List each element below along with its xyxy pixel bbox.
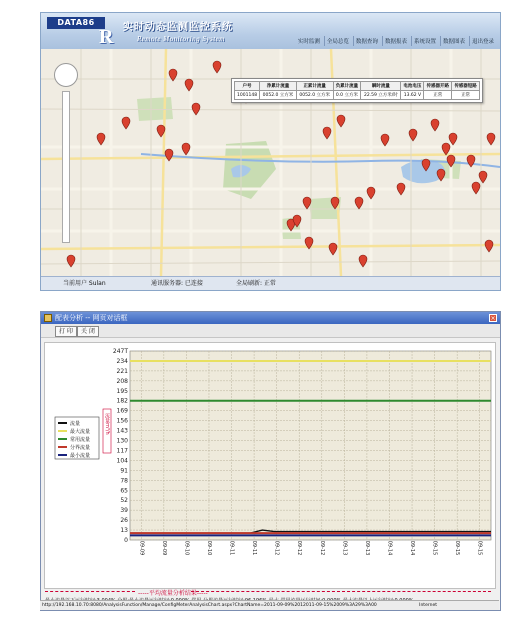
cell-battery-voltage: 13.62 V: [401, 91, 424, 100]
y-tick-label: 221: [116, 367, 128, 375]
cell-instant-flow: 22.59 立方米/时: [361, 91, 401, 100]
col-sensor-open: 传感器开路: [424, 82, 452, 91]
flow-chart: [45, 343, 495, 588]
y-tick-label: 182: [116, 397, 128, 405]
x-tick-label: 09-12: [318, 540, 325, 556]
x-tick-label: 09-10: [205, 540, 212, 556]
nav-system-settings[interactable]: 系统设置: [411, 36, 438, 46]
app-title: 实时动态监测监控系统: [123, 22, 233, 33]
browser-status-bar: [40, 600, 499, 610]
x-tick-label: 09-14: [409, 540, 416, 556]
y-tick-label: 208: [116, 377, 128, 385]
legend-label: 流量: [70, 421, 81, 427]
y-tick-label: 104: [116, 457, 128, 465]
analysis-dialog-window: [40, 311, 501, 611]
col-instant-flow: 瞬时流量: [361, 82, 401, 91]
x-tick-label: 09-13: [363, 540, 370, 556]
y-tick-label: 247T: [112, 348, 128, 355]
legend-label: 最小流量: [70, 453, 91, 459]
analysis-divider-right: [191, 591, 491, 592]
status-comm-server: 通讯服务器: 已连接: [151, 280, 203, 287]
col-net-total: 净累计流量: [260, 82, 297, 91]
cell-sensor-open: 正常: [424, 91, 452, 100]
status-current-user: 当前用户 Sulan: [63, 280, 106, 287]
y-tick-label: 143: [116, 427, 128, 435]
x-tick-label: 09-11: [228, 540, 235, 556]
x-tick-label: 09-13: [341, 540, 348, 556]
y-tick-label: 195: [116, 387, 128, 395]
y-tick-label: 26: [120, 517, 128, 525]
y-tick-label: 65: [120, 487, 128, 495]
nav-logout[interactable]: 退出登录: [469, 36, 496, 46]
dialog-title: 配表分析 -- 网页对话框: [55, 314, 128, 322]
app-subtitle: Remote Monitoring System: [137, 35, 225, 43]
dialog-titlebar[interactable]: [41, 312, 500, 324]
map-view[interactable]: [41, 49, 500, 276]
y-tick-label: 39: [120, 507, 128, 515]
status-url: http://192.168.10.70:8080/AnalysisFunction/Manage/ConfigMeterAnalysisChart.aspx?ChartName=2011-09-09%2012011-09-15%2009%3A29%3A00: [42, 603, 377, 608]
status-global-refresh: 全局刷新: 正常: [236, 280, 276, 287]
app-header: [41, 13, 500, 49]
y-tick-label: 52: [120, 497, 128, 505]
col-sensor-short: 传感器短路: [452, 82, 480, 91]
cell-positive-total: 0052.0 立方米: [296, 91, 333, 100]
col-battery-voltage: 电池电压: [401, 82, 424, 91]
close-icon[interactable]: ×: [490, 315, 496, 322]
legend-label: 分界流量: [70, 445, 91, 451]
x-tick-label: 09-15: [454, 540, 461, 556]
flow-chart-panel: [44, 342, 496, 589]
print-button[interactable]: 打 印: [55, 326, 77, 337]
nav-realtime-monitoring[interactable]: 实时监测: [297, 39, 320, 45]
app-status-bar: [41, 276, 500, 291]
map-zoom-slider[interactable]: [62, 91, 70, 243]
x-tick-label: 09-10: [183, 540, 190, 556]
y-tick-label: 91: [120, 467, 128, 475]
nav-global-overview[interactable]: 全局总览: [324, 36, 351, 46]
meter-info-popup: [231, 78, 483, 103]
col-negative-total: 负累计流量: [333, 82, 361, 91]
y-tick-label: 169: [116, 407, 128, 415]
close-button[interactable]: 关 闭: [77, 326, 99, 337]
dialog-toolbar: [41, 324, 500, 338]
x-tick-label: 09-12: [296, 540, 303, 556]
brand-logo-mark: R: [99, 26, 114, 48]
y-axis-unit: 流量m³/h: [104, 413, 110, 435]
y-tick-label: 0: [124, 537, 128, 544]
analysis-title: -----平均流量分析结果-----: [138, 590, 208, 597]
y-tick-label: 117: [116, 447, 128, 455]
x-tick-label: 09-11: [251, 540, 258, 556]
map-zoom-control[interactable]: [51, 63, 81, 243]
y-tick-label: 78: [120, 477, 128, 485]
monitoring-app-window: [40, 12, 501, 291]
col-positive-total: 正累计流量: [296, 82, 333, 91]
x-tick-label: 09-09: [160, 540, 167, 556]
top-nav: [296, 36, 496, 46]
y-tick-label: 13: [120, 527, 128, 535]
nav-data-query[interactable]: 数据查询: [353, 36, 380, 46]
analysis-divider-left: [45, 591, 135, 592]
plot-area: [130, 351, 491, 540]
col-account: 户号: [235, 82, 260, 91]
brand-logo: DATA86: [47, 17, 105, 29]
x-tick-label: 09-15: [431, 540, 438, 556]
x-tick-label: 09-09: [138, 540, 145, 556]
legend-label: 最大流量: [70, 429, 91, 435]
nav-data-charts[interactable]: 数据图表: [440, 36, 467, 46]
map-pan-control[interactable]: [54, 63, 78, 87]
x-tick-label: 09-12: [273, 540, 280, 556]
cell-net-total: 0052.0 立方米: [260, 91, 297, 100]
status-zone: Internet: [419, 603, 437, 608]
x-tick-label: 09-14: [386, 540, 393, 556]
window-app-icon: [44, 314, 52, 322]
x-tick-label: 09-15: [476, 540, 483, 556]
cell-negative-total: 0.0 立方米: [333, 91, 361, 100]
cell-sensor-short: 正常: [452, 91, 480, 100]
y-tick-label: 234: [116, 357, 128, 365]
legend-label: 常用流量: [70, 437, 91, 443]
nav-data-report[interactable]: 数据报表: [382, 36, 409, 46]
cell-account: 1001148: [235, 91, 260, 100]
y-tick-label: 130: [116, 437, 128, 445]
meter-info-table: [234, 81, 480, 100]
y-tick-label: 156: [116, 417, 128, 425]
